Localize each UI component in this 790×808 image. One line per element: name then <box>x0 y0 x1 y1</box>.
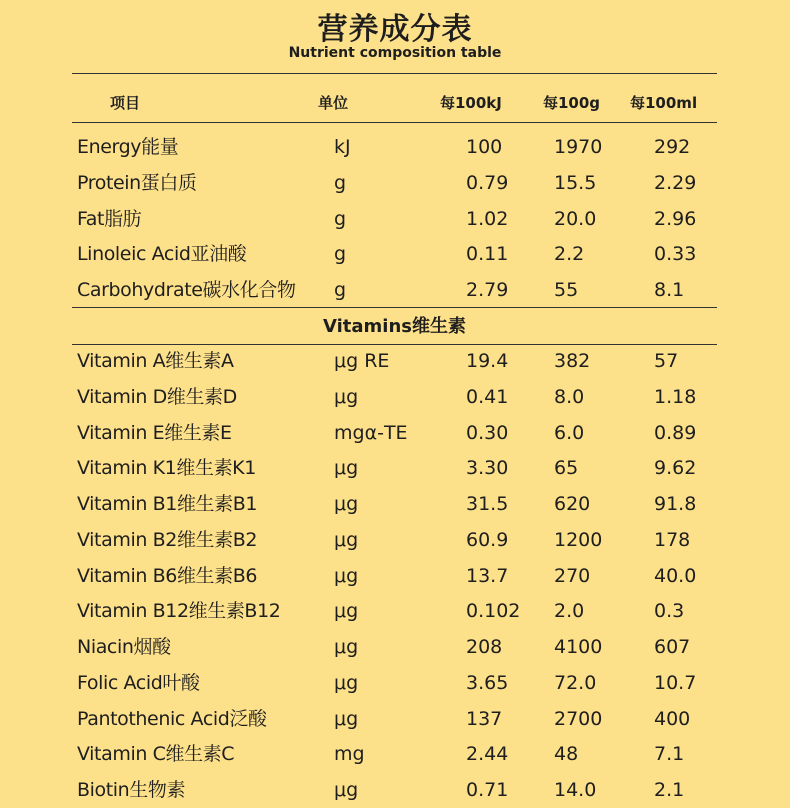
value-per-100kj: 13.7 <box>466 564 509 587</box>
value-per-100kj: 2.44 <box>466 743 509 766</box>
nutrient-name: Protein蛋白质 <box>77 171 197 194</box>
nutrient-name: Fat脂肪 <box>77 207 142 230</box>
value-per-100g: 48 <box>554 743 579 766</box>
table-row <box>0 558 790 594</box>
nutrient-name: Vitamin D维生素D <box>77 385 237 408</box>
nutrient-unit: g <box>334 171 347 194</box>
nutrient-unit: mgα-TE <box>334 421 408 444</box>
nutrient-unit: kJ <box>334 136 351 158</box>
nutrient-name: Carbohydrate碳水化合物 <box>77 279 296 301</box>
nutrient-unit: g <box>334 207 347 230</box>
value-per-100ml: 57 <box>654 350 679 372</box>
value-per-100g: 1200 <box>554 528 603 551</box>
value-per-100g: 4100 <box>554 636 603 658</box>
header-unit: 单位 <box>318 94 349 112</box>
value-per-100ml: 0.89 <box>654 421 697 444</box>
value-per-100ml: 9.62 <box>654 457 697 480</box>
value-per-100g: 382 <box>554 350 591 372</box>
value-per-100ml: 1.18 <box>654 385 697 408</box>
nutrient-unit: μg <box>334 385 359 408</box>
value-per-100g: 2.0 <box>554 600 585 623</box>
nutrient-unit: mg <box>334 743 365 766</box>
table-row <box>0 201 790 237</box>
nutrient-unit: μg <box>334 457 359 480</box>
nutrient-name: Biotin生物素 <box>77 779 186 801</box>
nutrient-unit: g <box>334 279 347 301</box>
value-per-100g: 14.0 <box>554 779 597 801</box>
value-per-100kj: 100 <box>466 136 503 158</box>
header-per-100ml: 每100ml <box>630 94 698 112</box>
value-per-100ml: 607 <box>654 636 691 658</box>
value-per-100ml: 40.0 <box>654 564 697 587</box>
value-per-100kj: 0.102 <box>466 600 521 623</box>
table-row <box>0 272 790 308</box>
value-per-100kj: 3.65 <box>466 671 509 694</box>
value-per-100g: 8.0 <box>554 385 585 408</box>
nutrient-name: Vitamin B12维生素B12 <box>77 600 281 623</box>
value-per-100kj: 2.79 <box>466 279 509 301</box>
table-row <box>0 236 790 272</box>
nutrient-name: Pantothenic Acid泛酸 <box>77 707 267 730</box>
value-per-100ml: 178 <box>654 528 691 551</box>
value-per-100kj: 0.71 <box>466 779 509 801</box>
table-title: 营养成分表 <box>317 12 473 47</box>
top-rule <box>72 73 717 74</box>
value-per-100g: 72.0 <box>554 671 597 694</box>
value-per-100g: 2.2 <box>554 243 585 266</box>
nutrient-name: Energy能量 <box>77 136 179 158</box>
table-subtitle: Nutrient composition table <box>288 45 502 61</box>
nutrient-name: Vitamin E维生素E <box>77 421 232 444</box>
value-per-100g: 15.5 <box>554 171 597 194</box>
nutrient-name: Folic Acid叶酸 <box>77 671 200 694</box>
table-row <box>0 129 790 165</box>
header-item: 项目 <box>110 94 141 112</box>
value-per-100g: 55 <box>554 279 579 301</box>
value-per-100g: 65 <box>554 457 579 480</box>
value-per-100g: 20.0 <box>554 207 597 230</box>
value-per-100kj: 60.9 <box>466 528 509 551</box>
nutrient-unit: μg <box>334 564 359 587</box>
value-per-100ml: 2.96 <box>654 207 697 230</box>
table-row <box>0 665 790 701</box>
value-per-100kj: 0.11 <box>466 243 509 266</box>
value-per-100kj: 0.79 <box>466 171 509 194</box>
table-row <box>0 343 790 379</box>
nutrient-unit: μg <box>334 636 359 658</box>
value-per-100ml: 2.29 <box>654 171 697 194</box>
nutrient-unit: μg <box>334 779 359 801</box>
table-row <box>0 415 790 451</box>
nutrient-unit: μg <box>334 528 359 551</box>
nutrient-unit: μg <box>334 493 359 515</box>
value-per-100ml: 0.33 <box>654 243 697 266</box>
nutrient-unit: μg <box>334 671 359 694</box>
table-row <box>0 486 790 522</box>
table-row <box>0 593 790 629</box>
value-per-100g: 620 <box>554 493 591 515</box>
value-per-100kj: 0.41 <box>466 385 509 408</box>
table-row <box>0 772 790 808</box>
table-row <box>0 522 790 558</box>
nutrient-name: Niacin烟酸 <box>77 636 171 658</box>
nutrient-name: Vitamin K1维生素K1 <box>77 457 256 480</box>
value-per-100ml: 10.7 <box>654 671 697 694</box>
value-per-100ml: 8.1 <box>654 279 685 301</box>
value-per-100ml: 0.3 <box>654 600 685 623</box>
nutrient-name: Vitamin C维生素C <box>77 743 235 766</box>
value-per-100kj: 137 <box>466 707 503 730</box>
table-row <box>0 736 790 772</box>
nutrient-unit: μg RE <box>334 350 390 372</box>
header-per-100kj: 每100kJ <box>440 94 502 112</box>
value-per-100kj: 208 <box>466 636 503 658</box>
nutrient-name: Vitamin B6维生素B6 <box>77 564 258 587</box>
value-per-100kj: 31.5 <box>466 493 509 515</box>
nutrient-unit: μg <box>334 600 359 623</box>
vitamins-heading: Vitamins维生素 <box>323 316 466 337</box>
value-per-100ml: 292 <box>654 136 691 158</box>
value-per-100g: 270 <box>554 564 591 587</box>
nutrient-name: Vitamin A维生素A <box>77 350 234 372</box>
value-per-100kj: 0.30 <box>466 421 509 444</box>
nutrient-unit: g <box>334 243 347 266</box>
section-rule-top <box>72 307 717 308</box>
value-per-100g: 2700 <box>554 707 603 730</box>
value-per-100ml: 7.1 <box>654 743 685 766</box>
value-per-100kj: 3.30 <box>466 457 509 480</box>
value-per-100kj: 1.02 <box>466 207 509 230</box>
table-row <box>0 379 790 415</box>
nutrient-unit: μg <box>334 707 359 730</box>
nutrient-name: Vitamin B2维生素B2 <box>77 528 258 551</box>
value-per-100ml: 2.1 <box>654 779 685 801</box>
table-row <box>0 629 790 665</box>
header-rule <box>72 122 717 123</box>
nutrient-name: Linoleic Acid亚油酸 <box>77 243 247 266</box>
table-row <box>0 450 790 486</box>
header-per-100g: 每100g <box>543 94 601 112</box>
value-per-100kj: 19.4 <box>466 350 509 372</box>
value-per-100g: 6.0 <box>554 421 585 444</box>
table-row <box>0 165 790 201</box>
value-per-100ml: 91.8 <box>654 493 697 515</box>
value-per-100g: 1970 <box>554 136 603 158</box>
table-row <box>0 701 790 737</box>
nutrient-name: Vitamin B1维生素B1 <box>77 493 258 515</box>
value-per-100ml: 400 <box>654 707 691 730</box>
